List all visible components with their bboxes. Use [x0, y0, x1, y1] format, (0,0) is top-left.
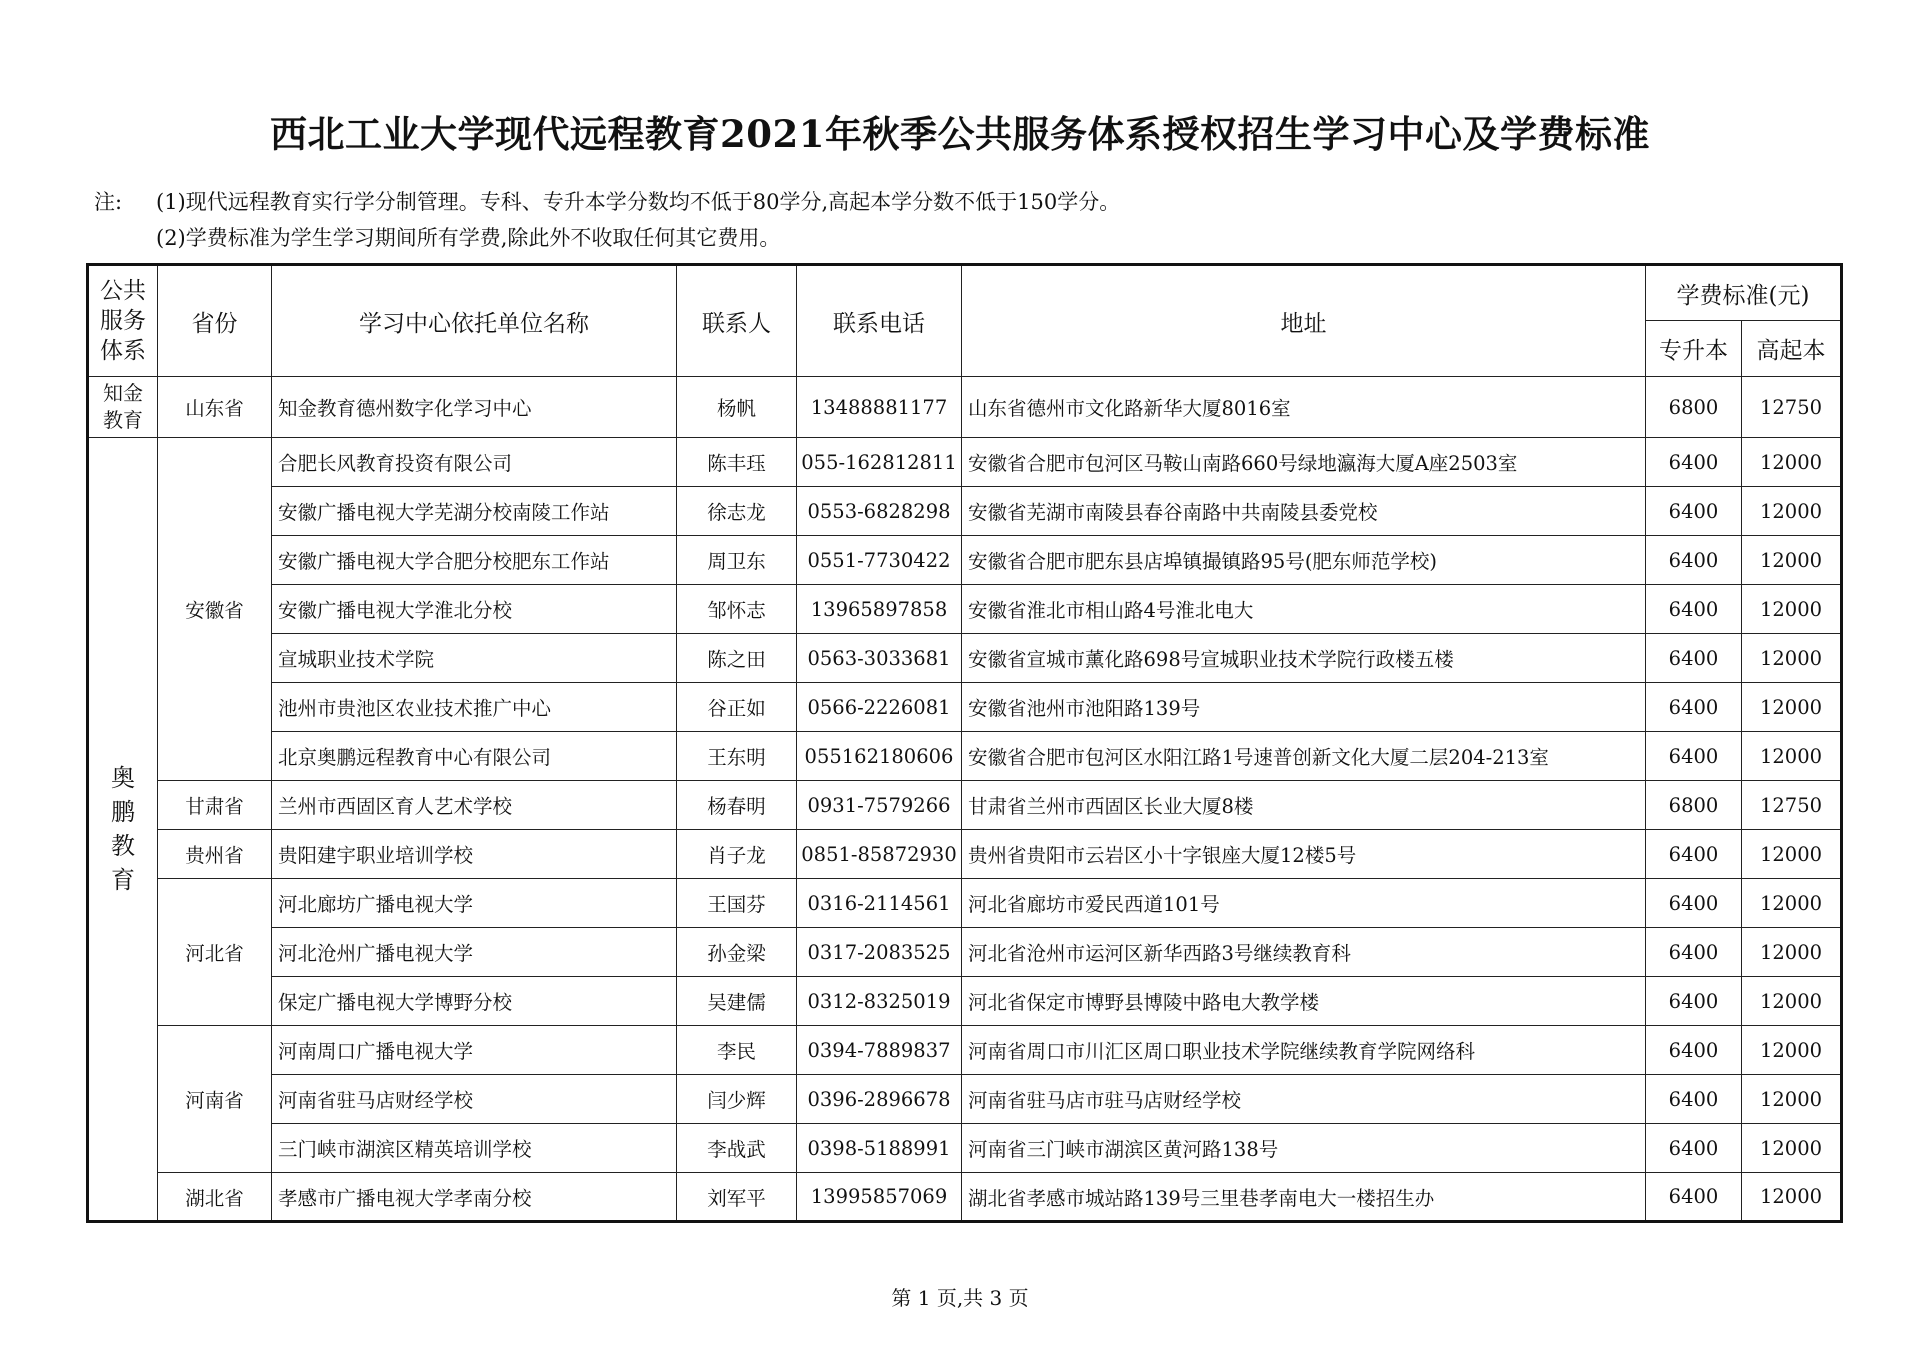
header-phone: 联系电话	[797, 265, 962, 377]
fee-gqb-cell: 12000	[1742, 1075, 1842, 1124]
fee-gqb-cell: 12000	[1742, 634, 1842, 683]
center-cell: 池州市贵池区农业技术推广中心	[272, 683, 677, 732]
contact-cell: 王国芬	[677, 879, 797, 928]
fee-zsb-cell: 6400	[1646, 438, 1742, 487]
center-cell: 河南省驻马店财经学校	[272, 1075, 677, 1124]
header-contact: 联系人	[677, 265, 797, 377]
province-cell: 河南省	[158, 1026, 272, 1173]
fee-gqb-cell: 12000	[1742, 585, 1842, 634]
fee-zsb-cell: 6400	[1646, 1124, 1742, 1173]
center-cell: 保定广播电视大学博野分校	[272, 977, 677, 1026]
address-cell: 河南省驻马店市驻马店财经学校	[962, 1075, 1646, 1124]
fee-gqb-cell: 12000	[1742, 830, 1842, 879]
fee-gqb-cell: 12000	[1742, 536, 1842, 585]
phone-cell: 13995857069	[797, 1173, 962, 1222]
phone-cell: 055162180606	[797, 732, 962, 781]
center-cell: 合肥长风教育投资有限公司	[272, 438, 677, 487]
fee-gqb-cell: 12000	[1742, 1173, 1842, 1222]
fee-gqb-cell: 12000	[1742, 1026, 1842, 1075]
address-cell: 河北省沧州市运河区新华西路3号继续教育科	[962, 928, 1646, 977]
address-cell: 河北省廊坊市爱民西道101号	[962, 879, 1646, 928]
center-cell: 知金教育德州数字化学习中心	[272, 377, 677, 438]
contact-cell: 周卫东	[677, 536, 797, 585]
header-fee-zsb: 专升本	[1646, 321, 1742, 377]
header-address: 地址	[962, 265, 1646, 377]
contact-cell: 杨帆	[677, 377, 797, 438]
contact-cell: 王东明	[677, 732, 797, 781]
fee-zsb-cell: 6400	[1646, 585, 1742, 634]
address-cell: 安徽省合肥市包河区马鞍山南路660号绿地瀛海大厦A座2503室	[962, 438, 1646, 487]
province-cell: 甘肃省	[158, 781, 272, 830]
phone-cell: 0931-7579266	[797, 781, 962, 830]
page-title: 西北工业大学现代远程教育2021年秋季公共服务体系授权招生学习中心及学费标准	[270, 112, 1650, 156]
address-cell: 贵州省贵阳市云岩区小十字银座大厦12楼5号	[962, 830, 1646, 879]
fee-zsb-cell: 6800	[1646, 377, 1742, 438]
center-cell: 兰州市西固区育人艺术学校	[272, 781, 677, 830]
system-cell-zhijin: 知金教育	[88, 377, 158, 438]
fee-gqb-cell: 12000	[1742, 487, 1842, 536]
province-cell: 山东省	[158, 377, 272, 438]
fee-zsb-cell: 6400	[1646, 830, 1742, 879]
phone-cell: 0398-5188991	[797, 1124, 962, 1173]
phone-cell: 13965897858	[797, 585, 962, 634]
address-cell: 河北省保定市博野县博陵中路电大教学楼	[962, 977, 1646, 1026]
fee-zsb-cell: 6400	[1646, 732, 1742, 781]
fee-zsb-cell: 6400	[1646, 977, 1742, 1026]
address-cell: 河南省周口市川汇区周口职业技术学院继续教育学院网络科	[962, 1026, 1646, 1075]
contact-cell: 徐志龙	[677, 487, 797, 536]
page-footer: 第 1 页,共 3 页	[891, 1286, 1029, 1310]
center-cell: 宣城职业技术学院	[272, 634, 677, 683]
fee-zsb-cell: 6400	[1646, 487, 1742, 536]
contact-cell: 吴建儒	[677, 977, 797, 1026]
phone-cell: 0317-2083525	[797, 928, 962, 977]
center-cell: 河北廊坊广播电视大学	[272, 879, 677, 928]
center-cell: 安徽广播电视大学芜湖分校南陵工作站	[272, 487, 677, 536]
note-item-2: (2)学费标准为学生学习期间所有学费,除此外不收取任何其它费用。	[156, 226, 781, 250]
phone-cell: 0396-2896678	[797, 1075, 962, 1124]
address-cell: 安徽省合肥市包河区水阳江路1号速普创新文化大厦二层204-213室	[962, 732, 1646, 781]
contact-cell: 肖子龙	[677, 830, 797, 879]
center-cell: 安徽广播电视大学合肥分校肥东工作站	[272, 536, 677, 585]
center-cell: 贵阳建宇职业培训学校	[272, 830, 677, 879]
fee-gqb-cell: 12000	[1742, 683, 1842, 732]
fee-zsb-cell: 6400	[1646, 683, 1742, 732]
fee-zsb-cell: 6400	[1646, 634, 1742, 683]
fee-zsb-cell: 6400	[1646, 879, 1742, 928]
fee-zsb-cell: 6800	[1646, 781, 1742, 830]
contact-cell: 陈之田	[677, 634, 797, 683]
center-cell: 安徽广播电视大学淮北分校	[272, 585, 677, 634]
province-cell: 湖北省	[158, 1173, 272, 1222]
contact-cell: 谷正如	[677, 683, 797, 732]
address-cell: 湖北省孝感市城站路139号三里巷孝南电大一楼招生办	[962, 1173, 1646, 1222]
address-cell: 安徽省芜湖市南陵县春谷南路中共南陵县委党校	[962, 487, 1646, 536]
center-cell: 河北沧州广播电视大学	[272, 928, 677, 977]
phone-cell: 0312-8325019	[797, 977, 962, 1026]
phone-cell: 055-162812811	[797, 438, 962, 487]
fee-zsb-cell: 6400	[1646, 1026, 1742, 1075]
contact-cell: 陈丰珏	[677, 438, 797, 487]
fee-zsb-cell: 6400	[1646, 1173, 1742, 1222]
fee-zsb-cell: 6400	[1646, 928, 1742, 977]
notes	[94, 184, 1120, 256]
fee-gqb-cell: 12000	[1742, 977, 1842, 1026]
header-province: 省份	[158, 265, 272, 377]
fee-gqb-cell: 12000	[1742, 732, 1842, 781]
learning-center-table	[86, 263, 1843, 1223]
fee-zsb-cell: 6400	[1646, 1075, 1742, 1124]
province-cell: 河北省	[158, 879, 272, 1026]
header-system: 公共服务体系	[88, 265, 158, 377]
address-cell: 安徽省池州市池阳路139号	[962, 683, 1646, 732]
notes-label: 注:	[94, 190, 123, 214]
note-line-1	[94, 184, 1120, 220]
phone-cell: 0553-6828298	[797, 487, 962, 536]
center-cell: 河南周口广播电视大学	[272, 1026, 677, 1075]
address-cell: 甘肃省兰州市西固区长业大厦8楼	[962, 781, 1646, 830]
contact-cell: 杨春明	[677, 781, 797, 830]
system-cell-aopeng: 奥鹏教育	[88, 438, 158, 1222]
address-cell: 山东省德州市文化路新华大厦8016室	[962, 377, 1646, 438]
contact-cell: 李战武	[677, 1124, 797, 1173]
contact-cell: 刘军平	[677, 1173, 797, 1222]
center-cell: 孝感市广播电视大学孝南分校	[272, 1173, 677, 1222]
fee-gqb-cell: 12750	[1742, 781, 1842, 830]
phone-cell: 0551-7730422	[797, 536, 962, 585]
phone-cell: 0563-3033681	[797, 634, 962, 683]
contact-cell: 孙金梁	[677, 928, 797, 977]
fee-gqb-cell: 12750	[1742, 377, 1842, 438]
header-center: 学习中心依托单位名称	[272, 265, 677, 377]
header-fee: 学费标准(元)	[1646, 265, 1842, 321]
address-cell: 安徽省宣城市薰化路698号宣城职业技术学院行政楼五楼	[962, 634, 1646, 683]
header-fee-gqb: 高起本	[1742, 321, 1842, 377]
phone-cell: 0316-2114561	[797, 879, 962, 928]
center-cell: 三门峡市湖滨区精英培训学校	[272, 1124, 677, 1173]
contact-cell: 闫少辉	[677, 1075, 797, 1124]
phone-cell: 0566-2226081	[797, 683, 962, 732]
phone-cell: 13488881177	[797, 377, 962, 438]
fee-gqb-cell: 12000	[1742, 928, 1842, 977]
fee-gqb-cell: 12000	[1742, 879, 1842, 928]
fee-zsb-cell: 6400	[1646, 536, 1742, 585]
province-cell: 安徽省	[158, 438, 272, 781]
fee-gqb-cell: 12000	[1742, 1124, 1842, 1173]
note-line-2	[94, 220, 1120, 256]
phone-cell: 0394-7889837	[797, 1026, 962, 1075]
note-item-1: (1)现代远程教育实行学分制管理。专科、专升本学分数均不低于80学分,高起本学分数不低于150学分。	[156, 190, 1121, 214]
address-cell: 河南省三门峡市湖滨区黄河路138号	[962, 1124, 1646, 1173]
province-cell: 贵州省	[158, 830, 272, 879]
phone-cell: 0851-85872930	[797, 830, 962, 879]
address-cell: 安徽省合肥市肥东县店埠镇撮镇路95号(肥东师范学校)	[962, 536, 1646, 585]
contact-cell: 邹怀志	[677, 585, 797, 634]
center-cell: 北京奥鹏远程教育中心有限公司	[272, 732, 677, 781]
contact-cell: 李民	[677, 1026, 797, 1075]
fee-gqb-cell: 12000	[1742, 438, 1842, 487]
address-cell: 安徽省淮北市相山路4号淮北电大	[962, 585, 1646, 634]
